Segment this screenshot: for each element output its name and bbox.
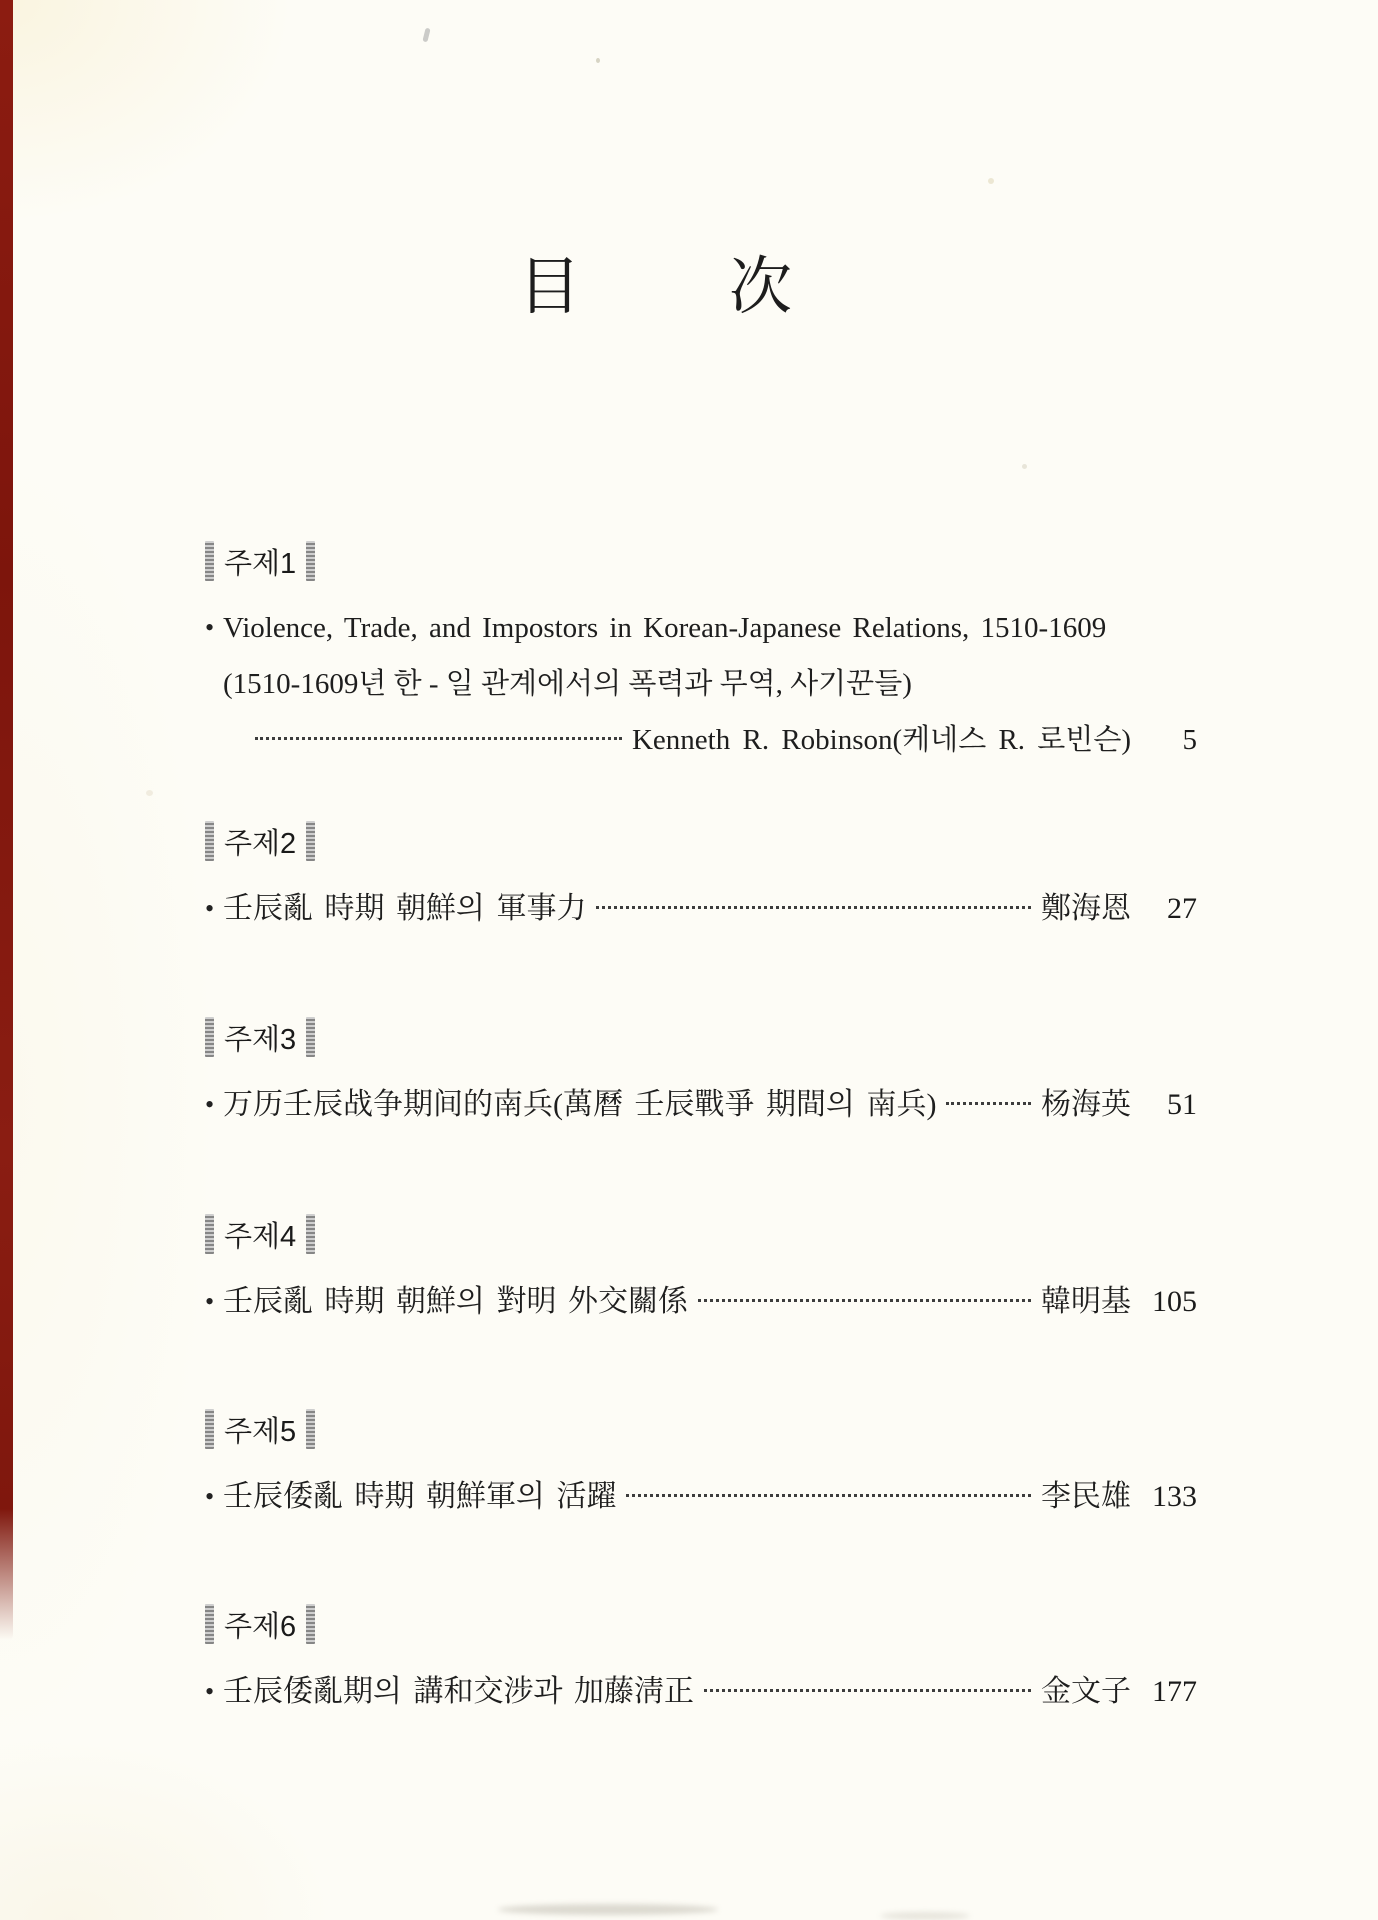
toc-entry bbox=[205, 1476, 1197, 1518]
scan-smudge bbox=[498, 1904, 718, 1915]
bracket-left-icon bbox=[205, 1214, 214, 1254]
entry-author: 金文子 bbox=[1041, 1675, 1131, 1708]
entry-page-number: 133 bbox=[1152, 1480, 1197, 1513]
entry-title: 万历壬辰战争期间的南兵(萬曆 壬辰戰爭 期間의 南兵) bbox=[223, 1088, 937, 1121]
section-header bbox=[205, 820, 1197, 862]
bracket-right-icon bbox=[306, 1017, 315, 1057]
bracket-left-icon bbox=[205, 541, 214, 581]
bracket-left-icon bbox=[205, 821, 214, 861]
bullet-icon: • bbox=[205, 1287, 215, 1316]
entry-author: 杨海英 bbox=[1041, 1088, 1131, 1121]
bullet-icon: • bbox=[205, 1677, 215, 1706]
toc-section-5 bbox=[205, 1408, 1197, 1518]
entry-author: Kenneth R. Robinson(케네스 R. 로빈슨) bbox=[631, 724, 1131, 756]
bracket-left-icon bbox=[205, 1604, 214, 1644]
section-label: 주제1 bbox=[224, 547, 297, 580]
section-header bbox=[205, 1408, 1197, 1450]
entry-title: 壬辰亂 時期 朝鮮의 對明 外交關係 bbox=[223, 1285, 688, 1318]
scan-speck bbox=[422, 28, 430, 43]
entry-title: 壬辰亂 時期 朝鮮의 軍事力 bbox=[223, 892, 587, 925]
section-label: 주제5 bbox=[224, 1415, 297, 1448]
dot-leader bbox=[704, 1689, 1031, 1692]
bracket-right-icon bbox=[306, 1409, 315, 1449]
scan-speck bbox=[988, 178, 994, 184]
bracket-left-icon bbox=[205, 1409, 214, 1449]
scan-smudge bbox=[880, 1912, 970, 1920]
toc-entry bbox=[205, 608, 1197, 760]
bracket-right-icon bbox=[306, 1604, 315, 1644]
section-label: 주제6 bbox=[224, 1610, 297, 1643]
entry-author: 李民雄 bbox=[1041, 1480, 1131, 1513]
toc-entry bbox=[205, 1281, 1197, 1323]
dot-leader bbox=[626, 1494, 1031, 1497]
toc-section-3 bbox=[205, 1016, 1197, 1126]
entry-title-en: Violence, Trade, and Impostors in Korean-Japanese Relations, 1510-1609 bbox=[223, 612, 1107, 644]
section-label: 주제2 bbox=[224, 827, 297, 860]
entry-title-ko: (1510-1609년 한 - 일 관계에서의 폭력과 무역, 사기꾼들) bbox=[223, 668, 912, 700]
toc-section-6 bbox=[205, 1603, 1197, 1713]
toc-section-2 bbox=[205, 820, 1197, 930]
entry-page-number: 51 bbox=[1167, 1088, 1197, 1121]
section-header bbox=[205, 1016, 1197, 1058]
scan-speck bbox=[146, 790, 153, 796]
toc-entry bbox=[205, 1671, 1197, 1713]
section-header bbox=[205, 1603, 1197, 1645]
scan-speck bbox=[596, 58, 600, 63]
section-label: 주제4 bbox=[224, 1220, 297, 1253]
section-header bbox=[205, 540, 1197, 582]
entry-title: 壬辰倭亂 時期 朝鮮軍의 活躍 bbox=[223, 1480, 617, 1513]
bullet-icon: • bbox=[205, 1482, 215, 1511]
dot-leader bbox=[698, 1299, 1031, 1302]
entry-page-number: 105 bbox=[1152, 1285, 1197, 1318]
toc-section-1 bbox=[205, 540, 1197, 776]
dot-leader bbox=[946, 1102, 1031, 1105]
toc-section-4 bbox=[205, 1213, 1197, 1323]
book-edge-red-strip bbox=[0, 0, 13, 1640]
entry-author: 韓明基 bbox=[1041, 1285, 1131, 1318]
entry-page-number: 27 bbox=[1167, 892, 1197, 925]
bullet-icon: • bbox=[205, 894, 215, 923]
section-header bbox=[205, 1213, 1197, 1255]
dot-leader bbox=[596, 906, 1031, 909]
bracket-right-icon bbox=[306, 541, 315, 581]
scan-speck bbox=[1022, 464, 1027, 469]
toc-entry bbox=[205, 1084, 1197, 1126]
bracket-right-icon bbox=[306, 1214, 315, 1254]
bracket-left-icon bbox=[205, 1017, 214, 1057]
bullet-icon: • bbox=[205, 1090, 215, 1119]
entry-title: 壬辰倭亂期의 講和交涉과 加藤淸正 bbox=[223, 1675, 694, 1708]
dot-leader bbox=[255, 737, 622, 740]
toc-entry bbox=[205, 888, 1197, 930]
bracket-right-icon bbox=[306, 821, 315, 861]
section-label: 주제3 bbox=[224, 1023, 297, 1056]
entry-author: 鄭海恩 bbox=[1041, 892, 1131, 925]
page-title: 目次 bbox=[518, 252, 940, 322]
entry-page-number: 177 bbox=[1152, 1675, 1197, 1708]
bullet-icon: • bbox=[205, 613, 215, 642]
entry-page-number: 5 bbox=[1182, 724, 1197, 756]
